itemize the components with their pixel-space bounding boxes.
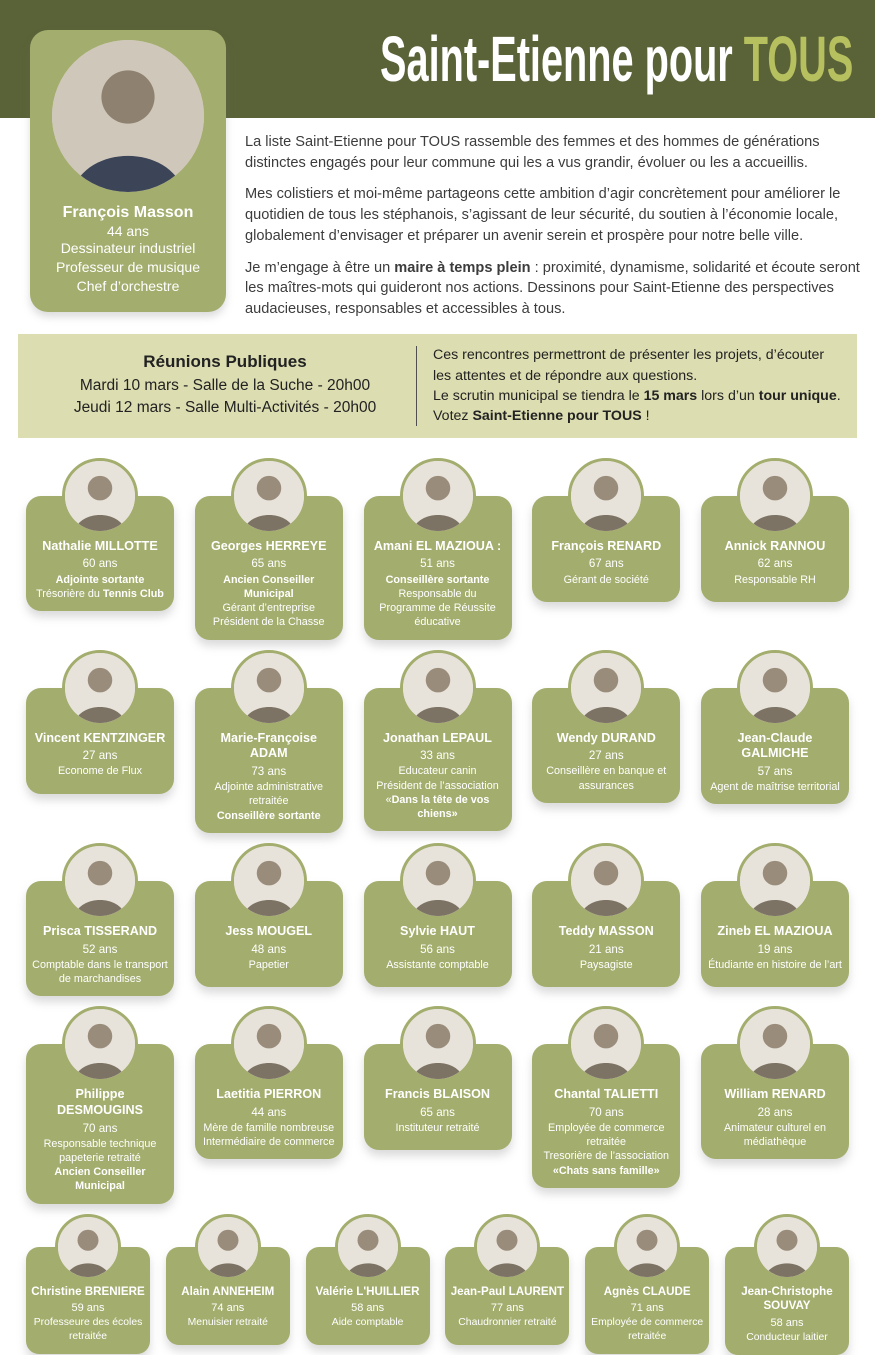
candidate-detail-line <box>370 958 506 972</box>
text-run: Papetier <box>248 958 289 971</box>
candidate-detail-line <box>538 1121 674 1150</box>
candidate-photo <box>737 458 813 534</box>
candidate-age: 77 ans <box>490 1302 524 1315</box>
candidate-name: Philippe DESMOUGINS <box>56 1087 144 1117</box>
title-main: Saint-Etienne pour <box>380 23 744 95</box>
candidate-card <box>195 1006 343 1204</box>
candidate-details <box>590 1316 704 1343</box>
person-silhouette-icon <box>477 1217 537 1277</box>
text-run: Conducteur laitier <box>746 1331 828 1343</box>
candidate-card <box>195 843 343 996</box>
text-run: Econome de Flux <box>57 765 143 778</box>
candidate-detail-line <box>201 615 337 629</box>
candidates-row <box>26 843 849 996</box>
candidate-photo <box>400 650 476 726</box>
candidates-grid <box>0 458 875 1355</box>
candidate-photo <box>231 458 307 534</box>
candidate-photo <box>474 1214 540 1280</box>
candidate-name: Laetitia PIERRON <box>216 1087 322 1102</box>
candidate-detail-line <box>311 1316 425 1330</box>
candidate-card <box>532 458 680 640</box>
text-run: Paysagiste <box>579 958 633 971</box>
candidate-details <box>707 1121 843 1150</box>
candidate-photo <box>62 1006 138 1082</box>
candidate-photo <box>754 1214 820 1280</box>
text-run: Menuisier retraité <box>187 1317 268 1329</box>
text-run: Dans la tête de vos chiens» <box>391 793 490 821</box>
text-run: Gérant de société <box>563 573 649 586</box>
candidate-age: 58 ans <box>351 1302 385 1315</box>
text-run: Étudiante en histoire de l’art <box>708 958 842 971</box>
person-silhouette-icon <box>757 1217 817 1277</box>
text-run: Ces rencontres permettront de présenter les projets, d’écouter les attentes et de répondre aux questions. <box>433 347 825 384</box>
text-run: Tennis Club <box>102 587 164 600</box>
candidate-detail-line <box>370 1121 506 1135</box>
person-silhouette-icon <box>403 846 473 916</box>
candidate-details <box>32 764 168 778</box>
intro-paragraph-3 <box>245 258 863 320</box>
meetings-right-line <box>433 386 841 406</box>
candidate-details <box>707 958 843 972</box>
candidate-name: Nathalie MILLOTTE <box>42 538 158 553</box>
candidate-name: François RENARD <box>551 538 662 553</box>
candidate-age: 56 ans <box>420 942 455 956</box>
text-run: Gérant d’entreprise <box>222 602 315 615</box>
leader-name: François Masson <box>62 204 194 221</box>
candidate-details <box>32 573 168 602</box>
text-run: Intermédiaire de commerce <box>203 1136 335 1149</box>
candidate-age: 65 ans <box>251 557 287 571</box>
leader-age: 44 ans <box>106 223 150 239</box>
candidate-name: Valérie L'HUILLIER <box>315 1284 420 1298</box>
candidate-photo <box>335 1214 401 1280</box>
candidate-card <box>26 1214 150 1355</box>
candidate-card <box>364 458 512 640</box>
candidate-photo <box>231 843 307 919</box>
person-silhouette-icon <box>403 653 473 723</box>
text-run: Responsable RH <box>734 573 816 586</box>
text-run: Assistante comptable <box>386 958 489 971</box>
person-silhouette-icon <box>740 653 810 723</box>
text-run: Responsable du Programme de Réussite éducative <box>379 587 496 629</box>
candidate-card <box>701 1006 849 1204</box>
candidate-name: Jean-Paul LAURENT <box>450 1284 565 1298</box>
candidate-name: Chantal TALIETTI <box>554 1087 659 1102</box>
person-silhouette-icon <box>740 1009 810 1079</box>
candidate-name: William RENARD <box>724 1087 826 1102</box>
person-silhouette-icon <box>234 653 304 723</box>
candidate-card <box>532 650 680 833</box>
candidate-details <box>707 780 843 794</box>
meetings-items <box>34 375 416 419</box>
candidate-photo <box>400 843 476 919</box>
person-silhouette-icon <box>58 1217 118 1277</box>
text-run: Conseillère sortante <box>385 573 490 586</box>
candidate-card <box>585 1214 709 1355</box>
text-run: 15 mars <box>643 387 698 404</box>
text-run: Animateur culturel en médiathèque <box>723 1121 827 1149</box>
text-run: Conseillère en banque et assurances <box>546 765 667 792</box>
candidate-name: Wendy DURAND <box>556 730 656 745</box>
candidate-card <box>532 843 680 996</box>
person-silhouette-icon <box>65 846 135 916</box>
person-silhouette-icon <box>198 1217 258 1277</box>
candidate-card <box>532 1006 680 1204</box>
candidate-age: 21 ans <box>588 942 624 956</box>
text-run: Mère de famille nombreuse <box>203 1121 335 1134</box>
candidates-row <box>26 458 849 640</box>
candidate-photo <box>737 1006 813 1082</box>
candidate-photo <box>55 1214 121 1280</box>
candidate-detail-line <box>171 1316 285 1330</box>
candidate-age: 51 ans <box>420 557 455 571</box>
intro-paragraph-1: La liste Saint-Etienne pour TOUS rassemble des femmes et des hommes de générations distinctes engagés pour leur commune qui les a vus grandir, évoluer ou les a accueillis. <box>245 134 820 171</box>
candidate-card <box>445 1214 569 1355</box>
candidate-photo <box>614 1214 680 1280</box>
candidate-detail-line <box>201 1121 337 1135</box>
candidate-photo <box>231 1006 307 1082</box>
candidate-age: 27 ans <box>588 749 624 763</box>
candidate-detail-line <box>32 1137 168 1166</box>
candidate-name: Christine BRENIERE <box>31 1284 145 1298</box>
text-run: : proximité, dynamisme, solidarité et écoute seront les maîtres-mots qui guideront nos actions. Dessinons pour Saint-Etienne des perspectives audacieuses, responsables et accessibles à tous. <box>245 259 860 318</box>
candidate-card <box>195 458 343 640</box>
candidate-details <box>538 1121 674 1178</box>
candidate-card <box>26 650 174 833</box>
candidate-age: 60 ans <box>82 557 118 571</box>
text-run: Trésorière du <box>36 587 103 600</box>
candidate-details <box>201 573 337 630</box>
candidate-details <box>311 1316 425 1330</box>
text-run: «Chats sans famille» <box>552 1164 660 1177</box>
candidate-detail-line <box>32 958 168 987</box>
candidate-age: 67 ans <box>588 557 624 571</box>
person-silhouette-icon <box>234 461 304 531</box>
leader-detail-line: Chef d’orchestre <box>76 277 180 294</box>
text-run: Chaudronnier retraité <box>458 1317 557 1329</box>
meetings-right-line <box>433 345 841 385</box>
meetings-right <box>417 345 841 426</box>
person-silhouette-icon <box>740 846 810 916</box>
candidate-details <box>730 1331 844 1345</box>
candidate-detail-line <box>201 1135 337 1149</box>
candidate-photo <box>400 1006 476 1082</box>
candidate-age: 65 ans <box>420 1105 455 1119</box>
leader-detail-lines <box>30 239 226 296</box>
candidate-details <box>201 958 337 972</box>
intro-paragraph-2: Mes colistiers et moi-même partageons cette ambition d’agir concrètement pour améliorer le quotidien de tous les stéphanois, s’agissant de leur sécurité, du soutien à l’économie locale, globalement d’envisager et préparer un avenir serein et prospère pour notre belle ville. <box>245 186 841 244</box>
candidate-name: Zineb EL MAZIOUA <box>717 923 833 938</box>
candidate-age: 58 ans <box>770 1316 804 1329</box>
text-run: Président de la Chasse <box>212 616 325 629</box>
candidate-card <box>195 650 343 833</box>
candidate-age: 57 ans <box>757 765 793 779</box>
text-run: Saint-Etienne pour TOUS <box>472 407 642 424</box>
candidate-age: 33 ans <box>420 749 455 763</box>
page-title <box>235 22 867 96</box>
text-run: Employée de commerce retraitée <box>548 1121 665 1149</box>
meetings-right-line <box>433 406 841 426</box>
text-run: Votez <box>433 407 473 424</box>
candidate-name: Georges HERREYE <box>211 538 327 553</box>
candidate-details <box>370 958 506 972</box>
candidate-details <box>707 573 843 587</box>
candidate-detail-line <box>370 779 506 822</box>
text-run: Président de l’association « <box>376 779 499 806</box>
candidate-age: 28 ans <box>757 1105 793 1119</box>
candidate-details <box>201 780 337 823</box>
candidate-detail-line <box>32 764 168 778</box>
candidate-detail-line <box>201 601 337 615</box>
candidate-card <box>26 843 174 996</box>
candidate-age: 71 ans <box>630 1302 664 1315</box>
candidate-detail-line <box>450 1316 564 1330</box>
candidate-detail-line <box>370 573 506 587</box>
candidate-details <box>201 1121 337 1150</box>
candidate-card <box>701 843 849 996</box>
candidate-photo <box>568 458 644 534</box>
intro-section <box>245 132 863 320</box>
text-run: Professeure des écoles retraitée <box>33 1317 143 1343</box>
person-silhouette-icon <box>617 1217 677 1277</box>
candidate-card <box>26 458 174 640</box>
text-run: . <box>836 387 841 404</box>
candidate-detail-line <box>32 573 168 587</box>
candidate-photo <box>568 650 644 726</box>
candidate-age: 19 ans <box>757 942 793 956</box>
candidates-row <box>26 650 849 833</box>
text-run: Adjointe sortante <box>55 573 145 586</box>
candidate-card <box>364 843 512 996</box>
candidate-name: Francis BLAISON <box>385 1087 490 1102</box>
candidate-age: 27 ans <box>82 749 118 763</box>
candidate-detail-line <box>201 780 337 809</box>
candidate-photo <box>568 1006 644 1082</box>
person-silhouette-icon <box>571 846 641 916</box>
candidate-detail-line <box>201 573 337 602</box>
candidate-details <box>32 958 168 987</box>
candidate-detail-line <box>31 1316 145 1343</box>
leader-card <box>30 30 226 312</box>
candidate-detail-line <box>707 1121 843 1150</box>
candidate-photo <box>568 843 644 919</box>
person-silhouette-icon <box>740 461 810 531</box>
leader-detail-line: Dessinateur industriel <box>60 240 196 256</box>
text-run: Educateur canin <box>398 765 477 778</box>
person-silhouette-icon <box>338 1217 398 1277</box>
candidate-card <box>26 1006 174 1204</box>
candidate-age: 52 ans <box>82 942 118 956</box>
candidate-card <box>306 1214 430 1355</box>
text-run: maire à temps plein <box>394 259 531 276</box>
candidate-detail-line <box>32 1165 168 1194</box>
candidate-photo <box>195 1214 261 1280</box>
candidate-card <box>701 650 849 833</box>
candidate-name: Jonathan LEPAUL <box>383 730 492 745</box>
candidate-name: Jean-Christophe SOUVAY <box>741 1284 833 1313</box>
candidate-name: Alain ANNEHEIM <box>181 1284 275 1298</box>
candidate-details <box>31 1316 145 1343</box>
candidate-details <box>538 764 674 793</box>
candidate-photo <box>62 843 138 919</box>
person-silhouette-icon <box>65 653 135 723</box>
candidate-name: Amani EL MAZIOUA : <box>373 538 502 553</box>
candidate-photo <box>62 458 138 534</box>
candidate-name: Teddy MASSON <box>558 923 654 938</box>
text-run: Responsable technique papeterie retraité <box>43 1137 157 1164</box>
candidate-detail-line <box>32 587 168 601</box>
candidate-age: 62 ans <box>757 557 793 571</box>
candidate-detail-line <box>730 1331 844 1345</box>
candidate-detail-line <box>538 573 674 587</box>
candidate-detail-line <box>201 809 337 823</box>
candidate-photo <box>737 843 813 919</box>
person-silhouette-icon <box>52 40 204 192</box>
candidate-age: 73 ans <box>251 765 287 779</box>
candidate-name: Vincent KENTZINGER <box>34 730 166 745</box>
meetings-banner <box>18 334 857 438</box>
text-run: Le scrutin municipal se tiendra le <box>433 387 644 404</box>
candidate-name: Sylvie HAUT <box>400 923 475 938</box>
person-silhouette-icon <box>571 653 641 723</box>
candidate-age: 70 ans <box>588 1105 624 1119</box>
candidate-detail-line <box>707 958 843 972</box>
candidate-detail-line <box>538 764 674 793</box>
text-run: Ancien Conseiller Municipal <box>54 1166 146 1193</box>
candidates-row <box>26 1214 849 1355</box>
candidate-name: Jean-Claude GALMICHE <box>737 730 813 761</box>
person-silhouette-icon <box>571 1009 641 1079</box>
person-silhouette-icon <box>234 846 304 916</box>
candidate-detail-line <box>590 1316 704 1343</box>
text-run: Employée de commerce retraitée <box>591 1317 704 1343</box>
candidate-card <box>701 458 849 640</box>
candidate-details <box>370 573 506 630</box>
candidate-age: 70 ans <box>82 1121 118 1135</box>
candidate-card <box>725 1214 849 1355</box>
candidate-card <box>166 1214 290 1355</box>
text-run: Aide comptable <box>331 1317 404 1329</box>
candidate-name: Jess MOUGEL <box>225 923 313 938</box>
candidate-name: Marie-Françoise ADAM <box>220 730 318 761</box>
meetings-title: Réunions Publiques <box>143 352 307 372</box>
candidate-photo <box>400 458 476 534</box>
leader-detail-line: Professeur de musique <box>56 258 200 275</box>
candidate-detail-line <box>538 1149 674 1163</box>
text-run: ! <box>641 407 650 424</box>
person-silhouette-icon <box>234 1009 304 1079</box>
candidate-detail-line <box>201 958 337 972</box>
candidate-detail-line <box>538 1164 674 1178</box>
candidate-age: 59 ans <box>71 1302 105 1315</box>
leader-photo <box>52 40 204 192</box>
candidate-details <box>171 1316 285 1330</box>
text-run: Instituteur retraité <box>395 1121 480 1134</box>
candidate-photo <box>62 650 138 726</box>
candidate-photo <box>231 650 307 726</box>
candidate-name: Prisca TISSERAND <box>42 923 158 938</box>
candidate-photo <box>737 650 813 726</box>
text-run: Adjointe administrative retraitée <box>214 781 324 808</box>
candidate-age: 44 ans <box>251 1105 287 1119</box>
candidate-name: Agnès CLAUDE <box>603 1284 691 1298</box>
candidate-card <box>364 1006 512 1204</box>
person-silhouette-icon <box>65 461 135 531</box>
page-title-text <box>380 22 853 96</box>
candidate-details <box>538 573 674 587</box>
meeting-item: Mardi 10 mars - Salle de la Suche - 20h00 <box>79 377 371 395</box>
meetings-left <box>34 352 416 419</box>
candidate-age: 74 ans <box>211 1302 245 1315</box>
text-run: Conseillère sortante <box>216 809 321 822</box>
text-run: Je m’engage à être un <box>245 259 395 276</box>
text-run: Agent de maîtrise territorial <box>710 781 840 794</box>
candidate-details <box>32 1137 168 1194</box>
candidate-details <box>370 1121 506 1135</box>
candidate-detail-line <box>538 958 674 972</box>
person-silhouette-icon <box>571 461 641 531</box>
candidate-name: Annick RANNOU <box>724 538 826 553</box>
candidate-detail-line <box>370 764 506 778</box>
text-run: Comptable dans le transport de marchandises <box>32 958 168 985</box>
person-silhouette-icon <box>65 1009 135 1079</box>
candidate-detail-line <box>707 573 843 587</box>
candidate-details <box>538 958 674 972</box>
candidate-card <box>364 650 512 833</box>
text-run: Ancien Conseiller Municipal <box>223 573 315 600</box>
text-run: lors d’un <box>697 387 759 404</box>
candidates-row <box>26 1006 849 1204</box>
candidate-detail-line <box>707 780 843 794</box>
candidate-detail-line <box>370 587 506 630</box>
text-run: tour unique <box>758 387 837 404</box>
text-run: Tresorière de l’association <box>543 1150 670 1163</box>
candidate-age: 48 ans <box>251 942 287 956</box>
candidate-details <box>370 764 506 821</box>
title-accent: TOUS <box>743 23 854 95</box>
person-silhouette-icon <box>403 461 473 531</box>
meeting-item: Jeudi 12 mars - Salle Multi-Activités - 20h00 <box>73 399 377 417</box>
candidate-details <box>450 1316 564 1330</box>
person-silhouette-icon <box>403 1009 473 1079</box>
